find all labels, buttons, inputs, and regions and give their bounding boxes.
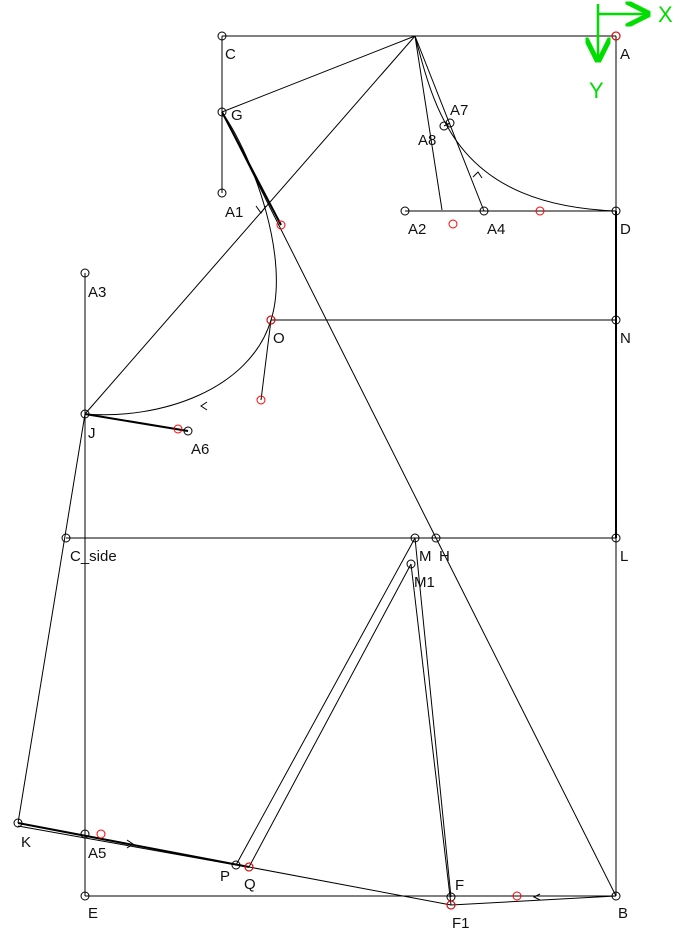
point-label-h: H xyxy=(439,548,450,565)
point-label-l: L xyxy=(620,548,629,565)
arrow-hem-right xyxy=(534,894,540,900)
control-point-2 xyxy=(449,220,457,228)
point-label-b: B xyxy=(618,905,629,922)
point-label-f: F xyxy=(455,877,465,894)
point-label-a1: A1 xyxy=(225,204,244,221)
x-axis-label: X xyxy=(658,2,673,27)
point-label-e: E xyxy=(88,905,99,922)
point-label-n: N xyxy=(620,330,631,347)
point-label-m1: M1 xyxy=(414,574,435,591)
line-J-A6 xyxy=(85,414,188,431)
line-M1-Q xyxy=(249,564,411,867)
direction-arrows xyxy=(127,172,540,900)
labels-layer xyxy=(21,46,631,932)
line-Q-F1 xyxy=(249,867,451,905)
arrow-neck xyxy=(473,172,482,178)
line-top-A2 xyxy=(415,36,442,210)
point-label-m: M xyxy=(419,548,432,565)
point-label-p: P xyxy=(220,868,231,885)
line-top-J xyxy=(85,36,415,414)
pattern-lines xyxy=(18,36,616,905)
point-label-k: K xyxy=(21,834,32,851)
line-G-top xyxy=(222,36,415,112)
point-label-a7: A7 xyxy=(450,102,469,119)
point-label-f1: F1 xyxy=(452,915,470,932)
point-label-c: C xyxy=(225,46,236,63)
control-point-8 xyxy=(97,830,105,838)
line-O-ctrl xyxy=(261,320,271,400)
curve-neck xyxy=(415,36,616,211)
y-axis-label: Y xyxy=(589,78,604,103)
point-label-a5: A5 xyxy=(88,845,107,862)
points-layer xyxy=(14,32,620,909)
axis-indicator xyxy=(589,2,673,103)
point-label-a4: A4 xyxy=(487,221,506,238)
line-J-K xyxy=(18,414,85,823)
point-label-a2: A2 xyxy=(408,221,427,238)
line-K-Q xyxy=(18,823,249,867)
point-label-j: J xyxy=(88,425,96,442)
curve-armhole xyxy=(85,112,276,415)
line-M-F xyxy=(415,538,451,897)
point-label-g: G xyxy=(231,107,243,124)
point-label-a6: A6 xyxy=(191,441,210,458)
point-label-a8: A8 xyxy=(418,132,437,149)
arrow-armhole-2 xyxy=(201,402,207,410)
line-G-H xyxy=(222,112,436,538)
line-M1-F1 xyxy=(411,564,451,905)
line-M-P xyxy=(236,538,415,865)
point-label-q: Q xyxy=(244,876,256,893)
line-F1-B xyxy=(451,896,616,905)
line-H-B xyxy=(436,538,616,896)
point-label-c-side: C_side xyxy=(70,548,117,565)
point-label-o: O xyxy=(273,330,285,347)
point-label-d: D xyxy=(620,221,631,238)
point-label-a: A xyxy=(620,46,631,63)
line-K-Q-2 xyxy=(18,826,236,865)
point-label-a3: A3 xyxy=(88,284,107,301)
